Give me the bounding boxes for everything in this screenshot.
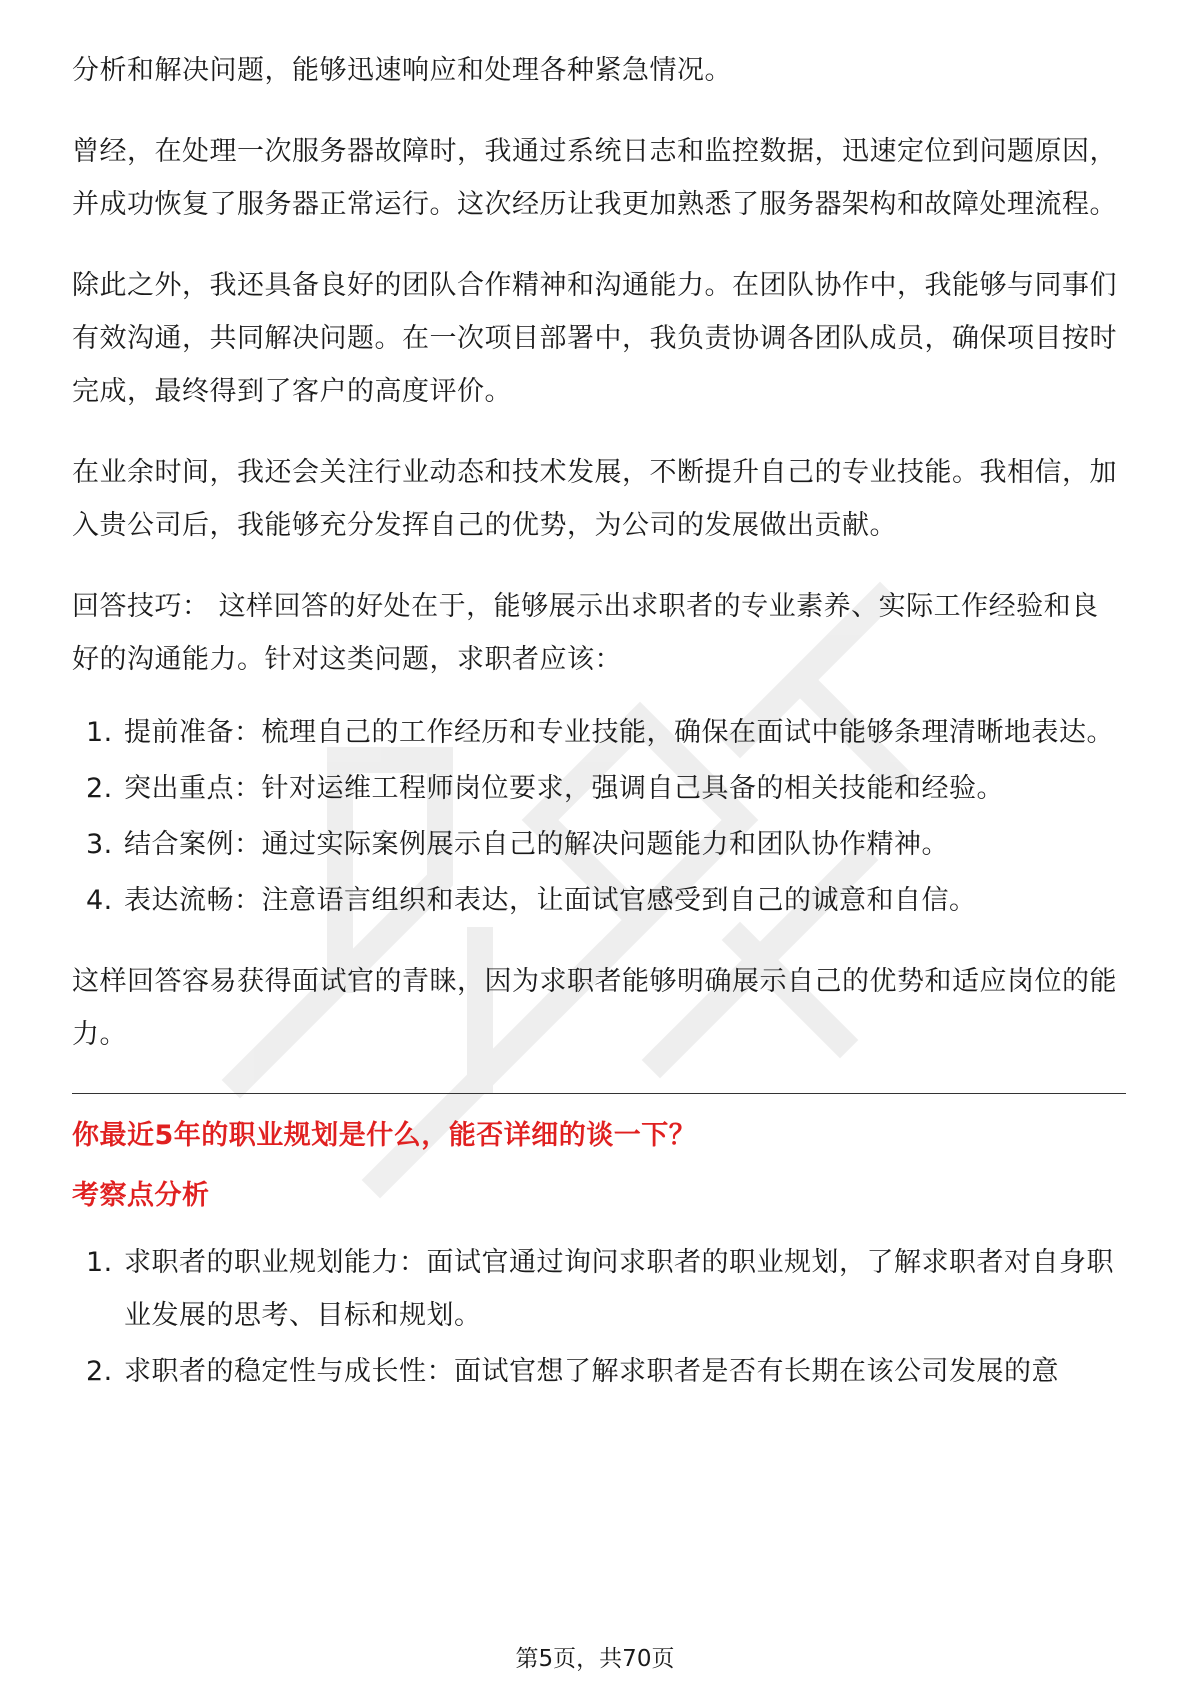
list-item — [72, 874, 1126, 927]
section-divider — [72, 1093, 1126, 1094]
list-number: 2. — [86, 1356, 113, 1387]
list-number: 4. — [86, 885, 113, 916]
list-number: 3. — [86, 829, 113, 860]
list-number: 1. — [86, 717, 113, 748]
paragraph-server-fault: 曾经，在处理一次服务器故障时，我通过系统日志和监控数据，迅速定位到问题原因，并成功恢复了服务器正常运行。这次经历让我更加熟悉了服务器架构和故障处理流程。 — [72, 136, 1117, 220]
question-title: 你最近5年的职业规划是什么，能否详细的谈一下？ — [72, 1120, 697, 1151]
list-item — [72, 762, 1126, 815]
list-text: 突出重点：针对运维工程师岗位要求，强调自己具备的相关技能和经验。 — [124, 773, 1004, 804]
list-item — [72, 706, 1126, 759]
list-text: 求职者的职业规划能力：面试官通过询问求职者的职业规划，了解求职者对自身职业发展的思考、目标和规划。 — [124, 1247, 1114, 1331]
list-item — [72, 1345, 1126, 1398]
list-text: 提前准备：梳理自己的工作经历和专业技能，确保在面试中能够条理清晰地表达。 — [124, 717, 1114, 748]
list-text: 结合案例：通过实际案例展示自己的解决问题能力和团队协作精神。 — [124, 829, 949, 860]
list-number: 2. — [86, 773, 113, 804]
analysis-points-list — [72, 1236, 1126, 1398]
page-number-footer: 第5页，共70页 — [515, 1646, 675, 1672]
paragraph-intro-end: 分析和解决问题，能够迅速响应和处理各种紧急情况。 — [72, 55, 732, 86]
list-text: 表达流畅：注意语言组织和表达，让面试官感受到自己的诚意和自信。 — [124, 885, 977, 916]
list-text: 求职者的稳定性与成长性：面试官想了解求职者是否有长期在该公司发展的意 — [124, 1356, 1059, 1387]
page-content — [72, 44, 1126, 1426]
paragraph-answer-tips: 回答技巧： 这样回答的好处在于，能够展示出求职者的专业素养、实际工作经验和良好的沟通能力。针对这类问题，求职者应该： — [72, 591, 1099, 675]
paragraph-spare-time: 在业余时间，我还会关注行业动态和技术发展，不断提升自己的专业技能。我相信，加入贵公司后，我能够充分发挥自己的优势，为公司的发展做出贡献。 — [72, 457, 1117, 541]
list-number: 1. — [86, 1247, 113, 1278]
analysis-subheading: 考察点分析 — [72, 1180, 210, 1211]
tips-list — [72, 706, 1126, 927]
paragraph-teamwork: 除此之外，我还具备良好的团队合作精神和沟通能力。在团队协作中，我能够与同事们有效沟通，共同解决问题。在一次项目部署中，我负责协调各团队成员，确保项目按时完成，最终得到了客户的高度评价。 — [72, 270, 1117, 407]
list-item — [72, 1236, 1126, 1342]
list-item — [72, 818, 1126, 871]
paragraph-closing: 这样回答容易获得面试官的青睐，因为求职者能够明确展示自己的优势和适应岗位的能力。 — [72, 966, 1117, 1050]
